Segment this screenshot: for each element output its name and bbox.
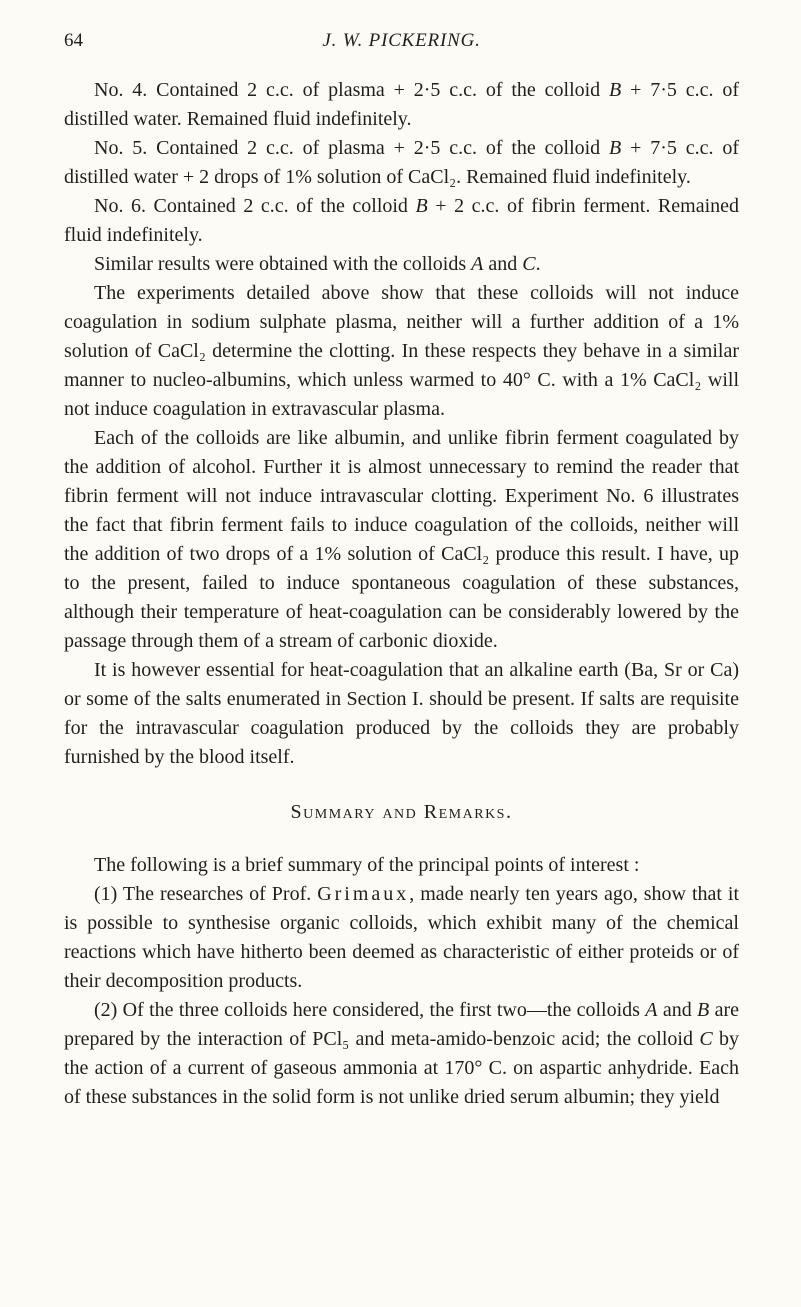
text-run: B [609,79,622,101]
text-run: and [483,253,523,275]
paragraph [64,76,739,134]
text-run: + 2 c.c. of fibrin ferment. Remained fluid indefinitely. [64,195,740,246]
text-run: Each of the colloids are like albumin, and unlike fibrin ferment coagulated by the addition of alcohol. Further it is almost unnecessary to remind the reader that fibrin ferment will not induce intravascular clotting. Experiment No. 6 illustrates the fact that fibrin ferment fails to induce coagulation of the colloids, neither will the addition of two drops of a 1% solution of CaCl₂ produce this result. I have, up to the present, failed to induce spontaneous coagulation of these substances, although their temperature of heat-coagulation can be considerably lowered by the passage through them of a stream of carbonic dioxide. [64,427,739,652]
text-run: B [415,195,428,217]
paragraph [64,134,739,192]
text-run: . [535,253,541,275]
text-run: It is however essential for heat-coagulation that an alkaline earth (Ba, Sr or Ca) or some of the salts enumerated in Section I. should be present. If salts are requisite for the intravascular coagulation produced by the colloids they are probably furnished by the blood itself. [64,659,739,768]
text-run: + 7·5 c.c. of distilled water + 2 drops of 1% solution of CaCl₂. Remained fluid indefinitely. [64,137,739,188]
paragraph [64,880,739,996]
text-run: The experiments detailed above show that these colloids will not induce coagulation in sodium sulphate plasma, neither will a further addition of a 1% solution of CaCl₂ determine the clotting. In these respects they behave in a similar manner to nucleo-albumins, which unless warmed to 40° C. with a 1% CaCl₂ will not induce coagulation in extravascular plasma. [64,282,739,420]
text-run: No. 5. Contained 2 c.c. of plasma + 2·5 c.c. of the colloid [94,137,610,159]
paragraph [64,250,739,279]
paragraph [64,279,739,424]
text-run: C [699,1028,713,1050]
text-run: (1) The researches of Prof. [94,883,318,905]
text-run: are prepared by the interaction of PCl₅ and meta-amido-benzoic acid; the colloid [64,999,739,1050]
section-heading: Summary and Remarks. [290,801,513,823]
text-run: , made nearly ten years ago, show that it is possible to synthesise organic colloids, which exhibit many of the chemical reactions which have hitherto been deemed as characteristic of either proteids or of their decomposition products. [64,883,739,992]
text-run: and [657,999,698,1021]
paragraph [64,996,739,1112]
text-run: Grimaux [317,883,410,905]
text-run: B [697,999,710,1021]
page-number: 64 [64,30,83,51]
page-header [64,30,739,62]
text-run: by the action of a current of gaseous ammonia at 170° C. on aspartic anhydride. Each of these substances in the solid form is not unlike dried serum albumin; they yield [64,1028,739,1108]
text-run: (2) Of the three colloids here considered, the first two—the colloids [94,999,646,1021]
text-run: A [471,253,484,275]
paragraph [64,192,739,250]
text-run: + 7·5 c.c. of distilled water. Remained fluid indefinitely. [64,79,739,130]
page-body [64,76,739,1112]
text-run: Similar results were obtained with the colloids [94,253,472,275]
text-run: A [645,999,658,1021]
text-run: B [609,137,622,159]
paragraph [64,424,739,656]
text-run: No. 4. Contained 2 c.c. of plasma + 2·5 c.c. of the colloid [94,79,610,101]
paragraph [64,656,739,772]
text-run: No. 6. Contained 2 c.c. of the colloid [94,195,416,217]
running-head-author: J. W. PICKERING. [322,30,481,51]
text-run: C [522,253,536,275]
text-run: The following is a brief summary of the principal points of interest : [94,854,640,876]
paragraph [64,851,739,880]
